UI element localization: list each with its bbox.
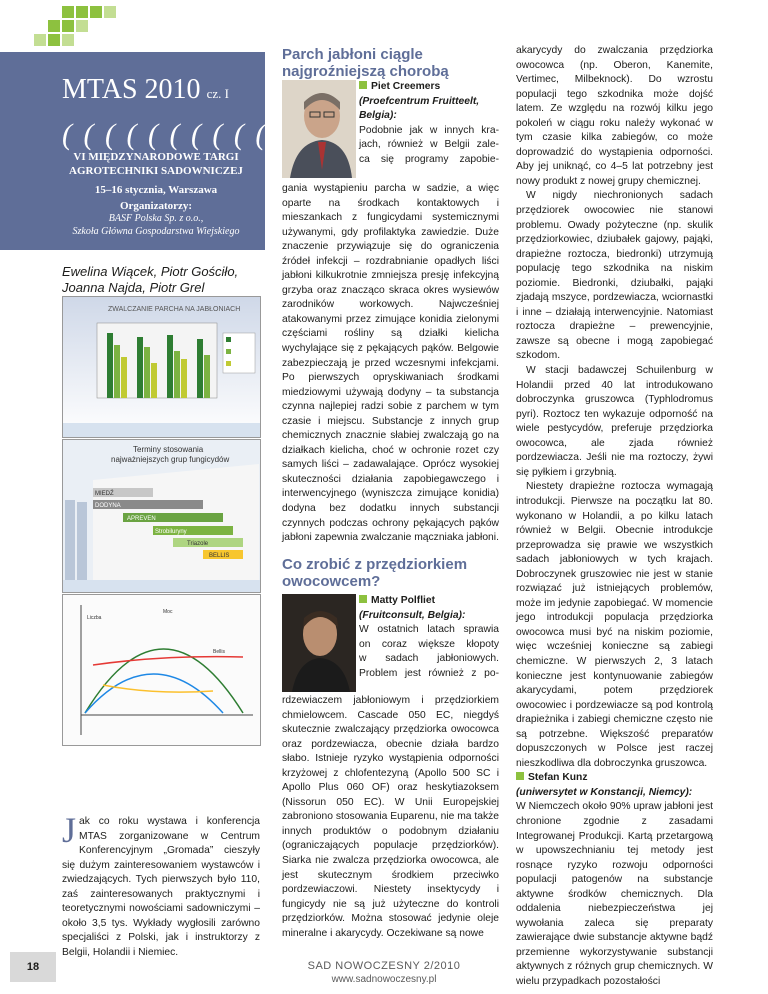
fair-date: 15–16 stycznia, Warszawa: [94, 184, 218, 196]
authors: Ewelina Wiącek, Piotr Gościło, Joanna Najda, Piotr Grel: [62, 264, 239, 295]
fair-name: VI MIĘDZYNARODOWE TARGI AGROTECHNIKI SADOWNICZEJ: [69, 151, 243, 177]
chart2-title-2: najważniejszych grup fungicydów: [111, 455, 230, 464]
chart3-label-2: Bellis: [213, 649, 225, 655]
affiliation-3: (Fruitconsult, Belgia):: [359, 609, 466, 621]
bullet-icon: [516, 772, 524, 780]
section1-speaker: Piet Creemers (Proefcentrum Fruitteelt, Belgia): Podobnie jak w innych kra- jach, również w Belgii zale- ca się programy zapobie-: [359, 81, 499, 165]
figure-curves: [62, 594, 261, 746]
affiliation-4: (uniwersytet w Konstancji, Niemcy):: [516, 786, 693, 798]
dropcap: J: [62, 810, 77, 850]
organizers-label: Organizatorzy:: [119, 200, 193, 212]
figure-scab-chart: [62, 296, 261, 438]
intro-text: Jak co roku wystawa i konferencja MTAS zorganizowane w Centrum Konferencyjnym „Gromada” cieszyły się dużym zainteresowaniem wystawców i zwiedzających. Tych pierwszych było 110, zaś zainteresowanych praktycznymi i teoretycznymi nowościami sadowniczymi – około 3,5 tys. Wykłady wygłosili zarówno specjaliści z Polski, jak i instruktorzy z Belgii, Holandii i Niemiec.: [62, 810, 260, 958]
chart2-label-3: Strobiluryny: [155, 529, 187, 535]
column3-text: akarycydy do zwalczania przędziorka owocowca (np. Oberon, Kanemite, Vertimec, Milbeknock). Do wzrostu populacji tego szkodnika może dojść latem. Ze względu na rozwój kilku jego pokoleń w ciągu roku należy wykonać w tym czasie kilka zabiegów, co może doprowadzić do wystąpienia odporności. Aby jej uniknąć, co 4–5 lat potrzebny jest nowy produkt z nowej grupy chemicznej. W nigdy niechronionych sadach przędziorek owocowiec nie stanowi problemu. Owady pożyteczne (np. skulik przędziorkowiec, dziubałek gajowy, pająki, drapieżne roztocza, biedronki) utrzymują populację tego szkodnika na niskim poziomie. Biedronki, dziubałki, pająki zjadają mszyce, pordzewiacza, wciornastki i inne – działają interwencyjnie. Natomiast roztocza drapieżne – prewencyjnie, zawsze są obecne i mogą zapobiegać szkodom. W stacji badawczej Schuilenburg w Holandii przed 40 lat introdukowano dobroczynka gruszowca (Typhlodromus pyri). Roztocz ten wykazuje odporność na wiele pestycydów, preferuje przędziorka owocowca, ale zjada również pordzewiacza. Jeśli nie ma roztoczy, żywi się pyłkiem i grzybnią. Niestety drapieżne roztocza wymagają introdukcji. Pierwsze na początku lat 80. wykonano w Holandii, a po kilku latach również w Belgii. Obecnie introdukcje przeprowadza się prawie we wszystkich sadach jabłoniowych w tych krajach. Dobroczynek gruszowiec nie jest w stanie rozwiązać już istniejących problemów, może im jedynie zapobiegać. W momencie jego introdukcji populacja przędziorka owocowca musi być na niskim poziomie, więc wcześniej konieczne są zabiegi chemiczne. W pierwszych 2, 3 latach konieczne jest kontynuowanie zabiegów akarycydami, potem przędziorek owocowiec i pordzewiacze są pod kontrolą drapieżnika i zabiegi chemiczne często nie są potrzebne. Większość preparatów dopuszczonych w Polsce jest raczej nieszkodliwa dla dobroczynka gruszowca. Stefan Kunz (uniwersytet w Konstancji, Niemcy): W Niemczech około 90% upraw jabłoni jest chronione zgodnie z zasadami Integrowanej Produkcji. Kartą przetargową w upowszechnianiu tej metody jest rosnące ryzyko rozwoju odporności populacji patogenów na substancje aktywne środków chemicznych. Dla oddalenia niebezpieczeństwa jej wywołania zaleca się preparaty zawierające dwie substancje aktywne bądź przemienne wykorzystywanie substancji aktywnych z różnych grup chemicznych. W wielu przypadkach pozostałości: [516, 45, 713, 987]
chart2-title-1: Terminy stosowania: [133, 445, 204, 454]
section2-heading: Co zrobić z przędziorkiem owocowcem?: [282, 556, 468, 590]
chart2-label-4: Triazole: [187, 541, 209, 547]
photo-piet-creemers: [282, 80, 356, 178]
chart1-title: ZWALCZANIE PARCHA NA JABŁONIACH: [108, 306, 241, 313]
page-number: 18: [10, 952, 56, 982]
section2-body: rdzewiaczem jabłoniowym i przędziorkiem chmielowcem. Cascade 050 EC, niegdyś skutecznie zwalczający przędziorka owocowca oraz pordzewiacza, obecnie działa bardzo słabo. Istnieje ryzyko wystąpienia odporności krzyżowej z chlofentezyną (Apollo 500 SC i Apollo Plus 060 OF) oraz heskytiazoksem (Nissorun 050 EC). W Unii Europejskiej zabroniono stosowania Euparenu, nie ma także innych produktów o podobnym działaniu (ograniczających populacje przędziorków). Siarka nie zwalcza przędziorka owocowca, ale jest skutecznym środkiem przeciwko pordzewiaczowi. Niestety insektycydy i fungicydy nie są już użyteczne do kontroli przędziorków. Można stosować jedynie oleje mineralne i akarycydy. Oczekiwane są nowe: [282, 695, 499, 939]
bullet-icon: [359, 81, 367, 89]
chart2-label-0: MIEDŹ: [95, 491, 114, 497]
chart3-label-0: Liczba: [87, 615, 102, 621]
footer-url: www.sadnowoczesny.pl: [331, 974, 437, 985]
chart3-label-1: Moc: [163, 609, 173, 615]
event-title: MTAS 2010 cz. I: [62, 74, 229, 105]
photo-matty-polfliet: [282, 594, 356, 692]
figure-fungicide-timing: [62, 439, 261, 593]
chart2-label-5: BELLIS: [209, 553, 230, 559]
chart2-label-1: DODYNA: [95, 503, 121, 509]
chart2-label-2: APREVEN: [127, 516, 156, 522]
speaker-stefan-kunz: Stefan Kunz: [516, 771, 713, 786]
bullet-icon: [359, 595, 367, 603]
section1-heading: Parch jabłoni ciągle najgroźniejszą chorobą: [282, 46, 449, 80]
section2-speaker: Matty Polfliet (Fruitconsult, Belgia): W ostatnich latach sprawia on coraz większe kłopoty w sadach jabłoniowych. Problem jest również z po-: [359, 595, 499, 679]
organizer-2: Szkoła Główna Gospodarstwa Wiejskiego: [72, 226, 240, 237]
decor-marks: ( ( ( ( ( ( ( ( ( (: [62, 118, 268, 151]
affiliation-2: Belgia):: [359, 110, 397, 122]
fair-info: [50, 150, 262, 238]
affiliation-1: (Proefcentrum Fruitteelt,: [359, 95, 480, 107]
organizer-1: BASF Polska Sp. z o.o.,: [108, 213, 204, 224]
footer-magazine: SAD NOWOCZESNY 2/2010: [307, 960, 461, 972]
speaker-matty-polfliet: Matty Polfliet: [359, 594, 499, 609]
section1-body: gania wystąpieniu parcha w sadzie, a więc oparte na środkach kontaktowych i mieszankach z fungicydami systemicznymi używanymi, gdy profilaktyka zawiedzie. Duże znaczenie przywiązuje się do ograniczenia źródeł infekcji – rozdrabnianie opadłych liści jabłoni kilkukrotnie zmniejsza presję infekcyjną grzyba oraz znacząco skraca okres wysiewów zarodników workowych. Najwcześniej atakowanymi przez zimujące konidia zielonymi częściami rośliny są działki kielicha wychylające się z pękających pąków. Belgowie zabezpieczają je przed wczesnymi infekcjami. Po pierwszych opryskiwaniach środkami miedziowymi używają dodyny – ta substancja czynna najlepiej radzi sobie z parchem w tym czasie i miejscu. Substancje z innych grup chemicznych znacznie słabiej zwalczają go na działkach kielicha, choć w ochronie rozet czy samych liści – zadawalające. Oprócz wysokiej skuteczności działania zapobiegawczego i interwencyjnego (wyniszcza zimujące konidia) dodyna bez dodatku innych substancji czynnych podczas ochrony pękających pąków jabłoni zapewnia zwalczanie mączniaka jabłoni.: [282, 183, 499, 544]
speaker-piet-creemers: Piet Creemers: [359, 80, 499, 95]
